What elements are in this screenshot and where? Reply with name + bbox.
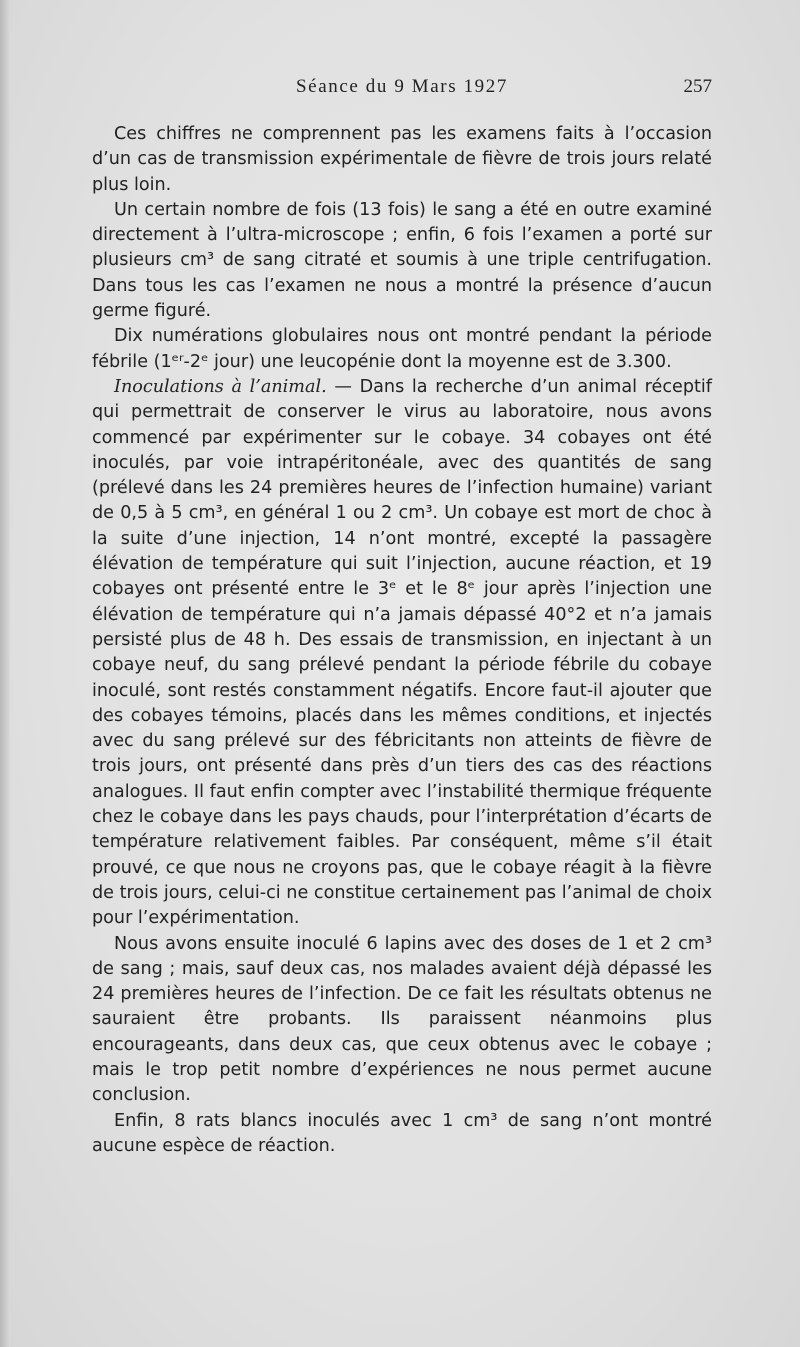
body-text: [92, 122, 712, 1159]
paragraph-lapins: Nous avons ensuite inoculé 6 lapins avec des doses de 1 et 2 cm³ de sang ; mais, sauf deux cas, nos malades avaient déjà dépassé les 24 premières heures de l’infection. De ce fait les résultats obtenus ne sauraient être probants. Ils paraissent néanmoins plus encourageants, dans deux cas, que ceux obtenus avec le cobaye ; mais le trop petit nombre d’expériences ne nous permet aucune conclusion.: [92, 933, 712, 1106]
paragraph-inoculations: [92, 375, 712, 932]
paragraph-rats: Enfin, 8 rats blancs inoculés avec 1 cm³ de sang n’ont montré aucune espèce de réaction.: [92, 1110, 712, 1156]
paragraph-examens: Ces chiffres ne comprennent pas les examens faits à l’occasion d’un cas de transmission expérimentale de fièvre de trois jours relaté plus loin.: [92, 124, 712, 195]
paragraph-inoculations-text: — Dans la recherche d’un animal réceptif qui permettrait de conserver le virus au laboratoire, nous avons commencé par expérimenter sur le cobaye. 34 cobayes ont été inoculés, par voie intrapéritonéale, avec des quantités de sang (prélevé dans les 24 premières heures de l’infection humaine) variant de 0,5 à 5 cm³, en général 1 ou 2 cm³. Un cobaye est mort de choc à la suite d’une injection, 14 n’ont montré, excepté la passagère élévation de température qui suit l’injection, aucune réaction, et 19 cobayes ont présenté entre le 3ᵉ et le 8ᵉ jour après l’injection une élévation de température qui n’a jamais dépassé 40°2 et n’a jamais persisté plus de 48 h. Des essais de transmission, en injectant à un cobaye neuf, du sang prélevé pendant la période fébrile du cobaye inoculé, sont restés constamment négatifs. Encore faut-il ajouter que des cobayes témoins, placés dans les mêmes conditions, et injectés avec du sang prélevé sur des fébricitants non atteints de fièvre de trois jours, ont présenté dans près d’un tiers des cas des réactions analogues. Il faut enfin compter avec l’instabilité thermique fréquente chez le cobaye dans les pays chauds, pour l’interprétation d’écarts de température relativement faibles. Par conséquent, même s’il était prouvé, ce que nous ne croyons pas, que le cobaye réagit à la fièvre de trois jours, celui-ci ne constitue certainement pas l’animal de choix pour l’expérimentation.: [92, 376, 712, 929]
paragraph-numerations: Dix numérations globulaires nous ont montré pendant la période fébrile (1ᵉʳ-2ᵉ jour) une leucopénie dont la moyenne est de 3.300.: [92, 326, 712, 372]
section-heading-inoculations: Inoculations à l’animal.: [114, 376, 327, 397]
paragraph-ultramicroscope: Un certain nombre de fois (13 fois) le sang a été en outre examiné directement à l’ultra-microscope ; enfin, 6 fois l’examen a porté sur plusieurs cm³ de sang citraté et soumis à une triple centrifugation. Dans tous les cas l’examen ne nous a montré la présence d’aucun germe figuré.: [92, 199, 712, 322]
page-number: 257: [683, 76, 712, 97]
page-gutter-shadow: [0, 0, 10, 1347]
page-header: [92, 76, 712, 106]
running-head: Séance du 9 Mars 1927: [296, 76, 508, 97]
